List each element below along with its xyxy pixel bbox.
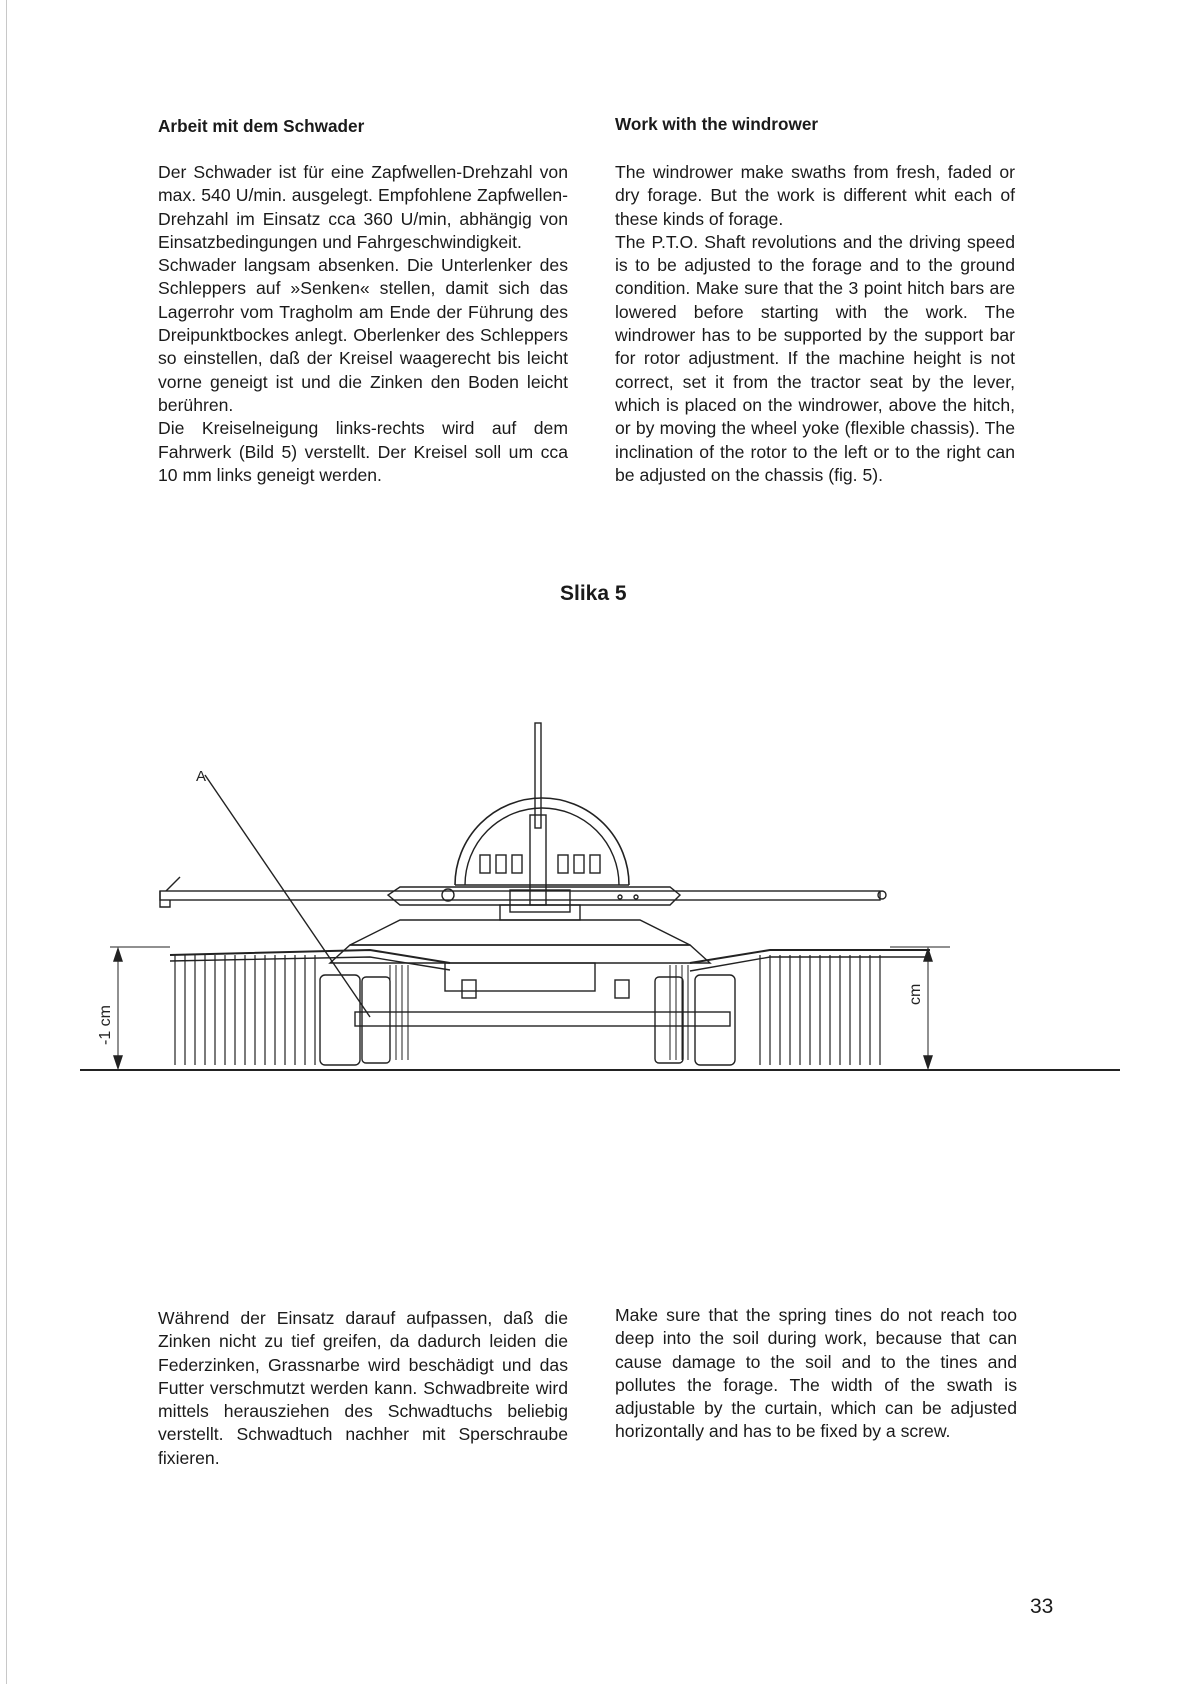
quadrant-arc bbox=[455, 798, 629, 885]
rotor-top bbox=[350, 920, 690, 945]
dim-right-label: cm bbox=[907, 983, 924, 1005]
lever bbox=[535, 723, 541, 828]
label-a: A bbox=[196, 768, 207, 785]
rotor-bracket bbox=[462, 980, 476, 998]
bolt bbox=[618, 895, 622, 899]
scan-edge bbox=[6, 0, 7, 1684]
paragraph: Schwader langsam absenken. Die Unterlenker des Schleppers auf »Senken« stellen, damit sich das Lagerrohr vom Tragholm am Ende der Führung des Dreipunktbockes anlegt. Oberlenker des Schleppers so einstellen, daß der Kreisel waagerecht bis leicht vorne geneigt ist und die Zinken den Boden leicht berühren. bbox=[158, 255, 568, 415]
leader-line-a bbox=[205, 775, 370, 1017]
bolt bbox=[634, 895, 638, 899]
dim-left-label: -1 cm bbox=[97, 1005, 114, 1045]
column-german-top bbox=[158, 161, 568, 487]
boom-spring bbox=[166, 877, 180, 891]
paragraph: Die Kreiselneigung links-rechts wird auf dem Fahrwerk (Bild 5) verstellt. Der Kreisel soll um cca 10 mm links geneigt werden. bbox=[158, 418, 568, 485]
column-english-bottom bbox=[615, 1304, 1017, 1444]
page-number: 33 bbox=[1030, 1595, 1054, 1618]
paragraph: The windrower make swaths from fresh, faded or dry forage. But the work is different whit each of these kinds of forage. bbox=[615, 162, 1015, 229]
paragraph: Während der Einsatz darauf aufpassen, daß die Zinken nicht zu tief greifen, da dadurch leiden die Federzinken, Grassnarbe wird beschädigt und das Futter verschmutzt werden kann. Schwadbreite wird mittels herausziehen des Schwadtuchs beliebig verstellt. Schwadtuch nachher mit Sperschraube fixieren. bbox=[158, 1308, 568, 1468]
figure-caption: Slika 5 bbox=[560, 582, 627, 605]
heading-german: Arbeit mit dem Schwader bbox=[158, 116, 365, 136]
quadrant-brackets bbox=[480, 855, 600, 873]
paragraph: The P.T.O. Shaft revolutions and the driving speed is to be adjusted to the forage and to the ground condition. Make sure that the 3 point hitch bars are lowered before starting with the work. The windrower has to be supported by the support bar for rotor adjustment. If the machine height is not correct, set it from the tractor seat by the lever, which is placed on the windrower, above the hitch, or by moving the wheel yoke (flexible chassis). The inclination of the rotor to the left or to the right can be adjusted on the chassis (fig. 5). bbox=[615, 231, 1015, 485]
boom bbox=[160, 891, 880, 900]
axle bbox=[355, 1012, 730, 1026]
tine-arm-left bbox=[170, 950, 450, 963]
paragraph: Make sure that the spring tines do not reach too deep into the soil during work, because that can cause damage to the soil and to the tines and pollutes the forage. The width of the swath is adjustable by the curtain, which can be adjusted horizontally and has to be fixed by a screw. bbox=[615, 1305, 1017, 1442]
boom-hook bbox=[160, 891, 170, 907]
wheel-right bbox=[695, 975, 735, 1065]
windrower-diagram bbox=[70, 715, 1130, 1085]
rotor-housing bbox=[445, 963, 595, 991]
column-english-top bbox=[615, 161, 1015, 487]
tines-right bbox=[760, 955, 880, 1065]
rotor-bracket bbox=[615, 980, 629, 998]
wheel-left-inner bbox=[362, 977, 390, 1063]
column-german-bottom bbox=[158, 1307, 568, 1470]
gearbox bbox=[510, 890, 570, 912]
paragraph: Der Schwader ist für eine Zapfwellen-Drehzahl von max. 540 U/min. ausgelegt. Empfohlene Zapfwellen-Drehzahl im Einsatz cca 360 U/min, abhängig von Einsatzbedingungen und Fahrgeschwindigkeit. bbox=[158, 162, 568, 252]
boom-end bbox=[878, 891, 886, 899]
heading-english: Work with the windrower bbox=[615, 114, 819, 134]
wheel-right-inner bbox=[655, 977, 683, 1063]
wheel-left bbox=[320, 975, 360, 1065]
tines-left bbox=[175, 955, 315, 1065]
